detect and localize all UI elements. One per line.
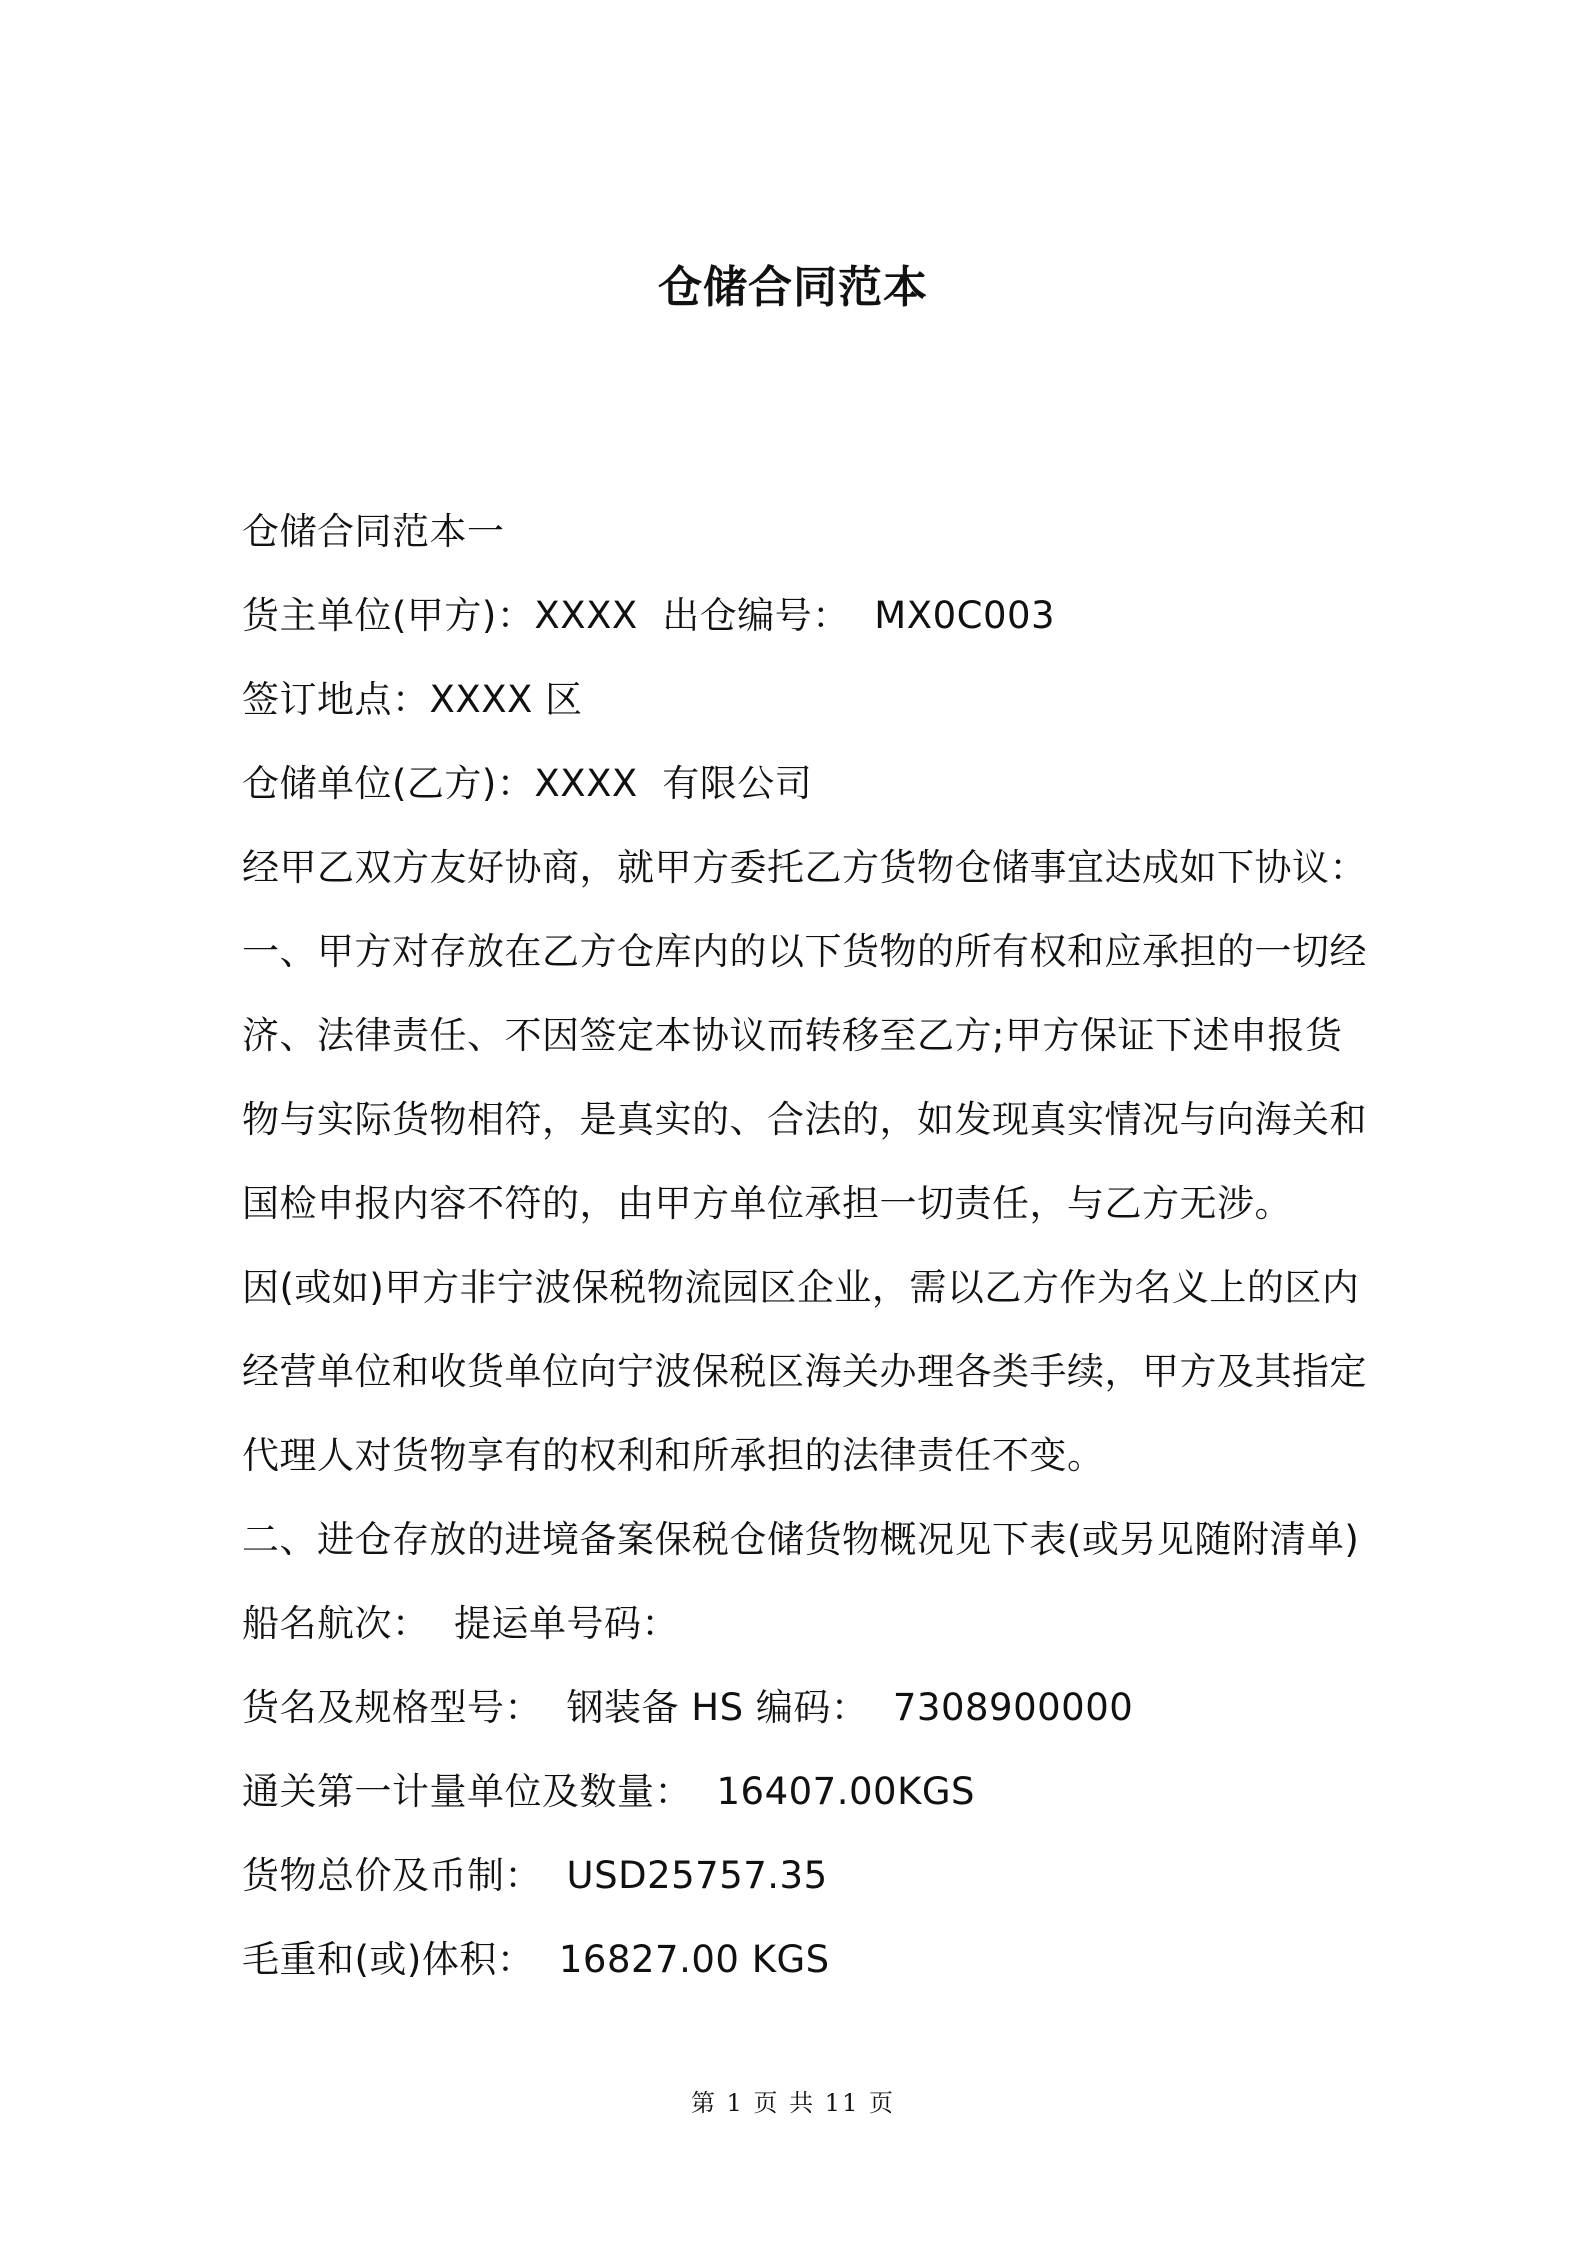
document-body — [242, 490, 1367, 2002]
paragraph-line: 毛重和(或)体积： 16827.00 KGS — [242, 1938, 830, 1981]
paragraph-line: 仓储单位(乙方)：XXXX 有限公司 — [242, 762, 813, 805]
paragraph-line: 国检申报内容不符的，由甲方单位承担一切责任，与乙方无涉。 — [242, 1182, 1292, 1225]
paragraph-line: 签订地点：XXXX 区 — [242, 678, 583, 721]
paragraph-line: 经甲乙双方友好协商，就甲方委托乙方货物仓储事宜达成如下协议： — [242, 846, 1367, 889]
paragraph-line: 代理人对货物享有的权利和所承担的法律责任不变。 — [242, 1434, 1105, 1477]
paragraph-line: 物与实际货物相符，是真实的、合法的，如发现真实情况与向海关和 — [242, 1098, 1367, 1141]
paragraph-line: 货名及规格型号： 钢装备 HS 编码： 7308900000 — [242, 1686, 1134, 1729]
page-number-footer: 第 1 页 共 11 页 — [691, 2089, 895, 2117]
paragraph-line: 仓储合同范本一 — [242, 510, 505, 553]
document-title: 仓储合同范本 — [658, 262, 928, 313]
paragraph-line: 二、进仓存放的进境备案保税仓储货物概况见下表(或另见随附清单) — [242, 1518, 1360, 1561]
paragraph-line: 通关第一计量单位及数量： 16407.00KGS — [242, 1770, 975, 1813]
paragraph-line: 一、甲方对存放在乙方仓库内的以下货物的所有权和应承担的一切经 — [242, 930, 1367, 973]
paragraph-line: 经营单位和收货单位向宁波保税区海关办理各类手续，甲方及其指定 — [242, 1350, 1367, 1393]
paragraph-line: 因(或如)甲方非宁波保税物流园区企业，需以乙方作为名义上的区内 — [242, 1266, 1360, 1309]
paragraph-line: 船名航次： 提运单号码： — [242, 1602, 680, 1645]
paragraph-line: 济、法律责任、不因签定本协议而转移至乙方;甲方保证下述申报货 — [242, 1014, 1343, 1057]
paragraph-line: 货主单位(甲方)：XXXX 出仓编号： MX0C003 — [242, 594, 1056, 637]
paragraph-line: 货物总价及币制： USD25757.35 — [242, 1854, 828, 1897]
